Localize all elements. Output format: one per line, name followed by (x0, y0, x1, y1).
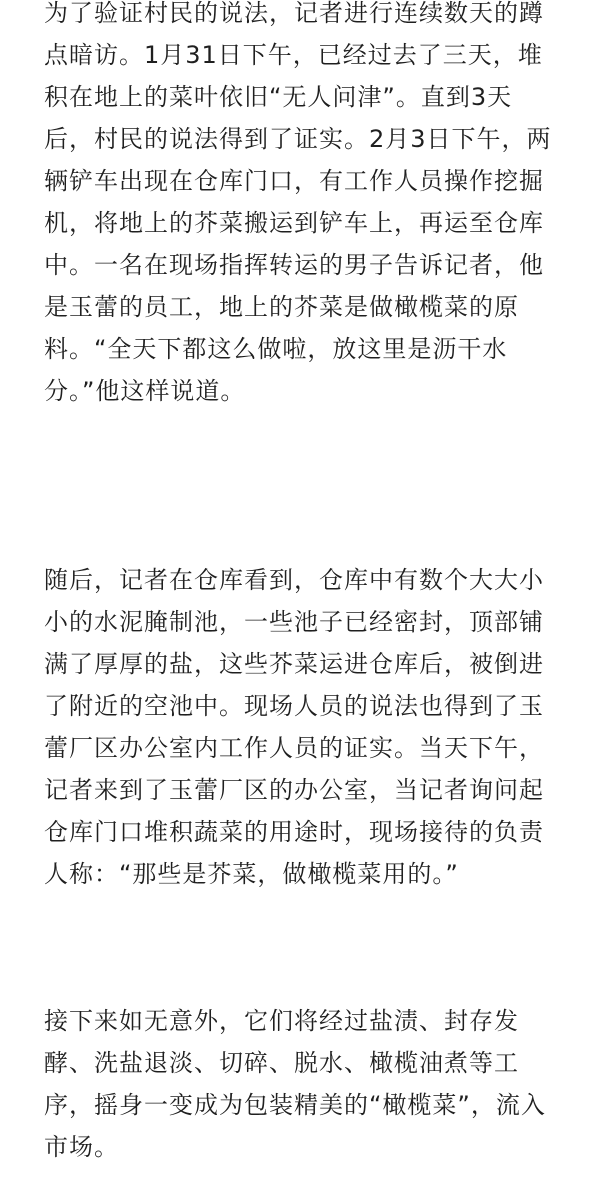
article-paragraph-1: 为了验证村民的说法，记者进行连续数天的蹲 点暗访。1月31日下午，已经过去了三天，堆 积在地上的菜叶依旧“无人问津”。直到3天 后，村民的说法得到了证实。2月3日下午，两 辆铲车出现在仓库门口，有工作人员操作挖掘 机，将地上的芥菜搬运到铲车上，再运至仓库 中。一名在现场指挥转运的男子告诉记者，他 是玉蕾的员工，地上的芥菜是做橄榄菜的原 料。“全天下都这么做啦，放这里是沥干水 分。”他这样说道。 (44, 0, 552, 405)
article-paragraph-3: 接下来如无意外，它们将经过盐渍、封存发 酵、洗盐退淡、切碎、脱水、橄榄油煮等工 序，摇身一变成为包装精美的“橄榄菜”，流入 市场。 (44, 1007, 546, 1161)
paragraph-spacer (44, 496, 558, 559)
article-paragraph-2: 随后，记者在仓库看到，仓库中有数个大大小 小的水泥腌制池，一些池子已经密封，顶部铺 满了厚厚的盐，这些芥菜运进仓库后，被倒进 了附近的空池中。现场人员的说法也得到了玉 蕾厂区办公室内工作人员的证实。当天下午， 记者来到了玉蕾厂区的办公室，当记者询问起 仓库门口堆积蔬菜的用途时，现场接待的负责 人称：“那些是芥菜，做橄榄菜用的。” (44, 566, 544, 888)
paragraph-spacer (44, 937, 558, 1000)
article-body (44, 0, 558, 1168)
